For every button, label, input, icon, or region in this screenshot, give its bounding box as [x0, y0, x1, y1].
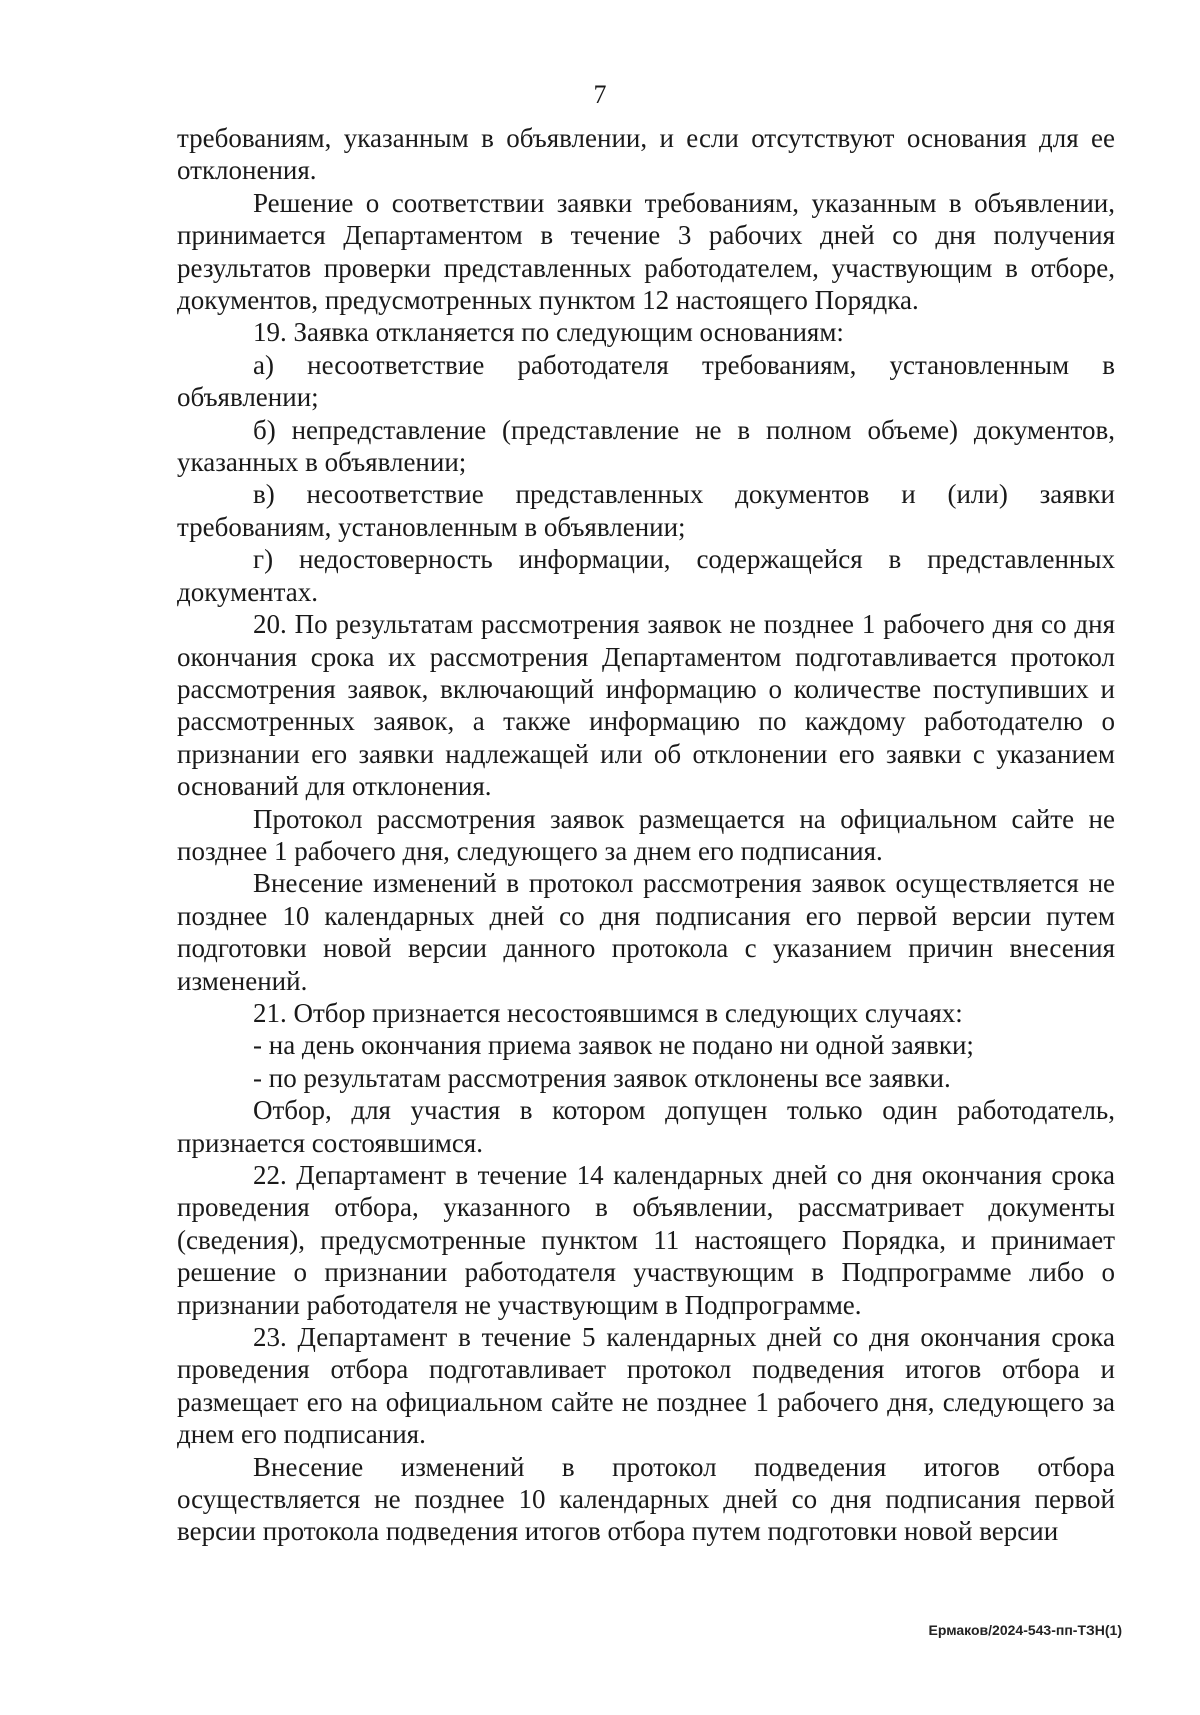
paragraph-subitem-g: г) недостоверность информации, содержащейся в представленных документах.	[177, 544, 1115, 607]
paragraph: Внесение изменений в протокол рассмотрения заявок осуществляется не позднее 10 календарных дней со дня подписания его первой версии путем подготовки новой версии данного протокола с указанием причин внесения изменений.	[177, 868, 1115, 996]
paragraph: Решение о соответствии заявки требованиям, указанным в объявлении, принимается Департаментом в течение 3 рабочих дней со дня получения результатов проверки представленных работодателем, участвующим в отборе, документов, предусмотренных пунктом 12 настоящего Порядка.	[177, 187, 1115, 316]
paragraph-dash-item: - на день окончания приема заявок не подано ни одной заявки;	[253, 1030, 974, 1061]
paragraph-item-19: 19. Заявка откланяется по следующим основаниям:	[253, 317, 844, 348]
page-number: 7	[593, 80, 607, 109]
paragraph-continuation: требованиям, указанным в объявлении, и если отсутствуют основания для ее отклонения.	[177, 123, 1115, 186]
footer-document-id: Ермаков/2024-543-пп-ТЗН(1)	[928, 1622, 1122, 1638]
paragraph: Протокол рассмотрения заявок размещается на официальном сайте не позднее 1 рабочего дня, следующего за днем его подписания.	[177, 803, 1115, 866]
paragraph-subitem-a: а) несоответствие работодателя требованиям, установленным в объявлении;	[177, 349, 1115, 413]
paragraph-item-23: 23. Департамент в течение 5 календарных дней со дня окончания срока проведения отбора подготавливает протокол подведения итогов отбора и размещает его на официальном сайте не позднее 1 рабочего дня, следующего за днем его подписания.	[177, 1322, 1115, 1450]
paragraph-item-21: 21. Отбор признается несостоявшимся в следующих случаях:	[253, 997, 963, 1028]
paragraph: Внесение изменений в протокол подведения итогов отбора осуществляется не позднее 10 календарных дней со дня подписания первой версии протокола подведения итогов отбора путем подготовки новой версии	[177, 1451, 1115, 1547]
paragraph-dash-item: - по результатам рассмотрения заявок отклонены все заявки.	[253, 1062, 951, 1093]
paragraph-subitem-b: б) непредставление (представление не в полном объеме) документов, указанных в объявлении;	[177, 414, 1115, 478]
paragraph-subitem-v: в) несоответствие представленных документов и (или) заявки требованиям, установленным в объявлении;	[177, 479, 1115, 542]
paragraph: Отбор, для участия в котором допущен только один работодатель, признается состоявшимся.	[177, 1095, 1115, 1158]
document-body	[177, 122, 1115, 1548]
paragraph-item-22: 22. Департамент в течение 14 календарных дней со дня окончания срока проведения отбора, указанного в объявлении, рассматривает документы (сведения), предусмотренные пунктом 11 настоящего Порядка, и принимает решение о признании работодателя участвующим в Подпрограмме либо о признании работодателя не участвующим в Подпрограмме.	[177, 1160, 1115, 1320]
paragraph-item-20: 20. По результатам рассмотрения заявок не позднее 1 рабочего дня со дня окончания срока их рассмотрения Департаментом подготавливается протокол рассмотрения заявок, включающий информацию о количестве поступивших и рассмотренных заявок, а также информацию по каждому работодателю о признании его заявки надлежащей или об отклонении его заявки с указанием оснований для отклонения.	[177, 609, 1115, 802]
